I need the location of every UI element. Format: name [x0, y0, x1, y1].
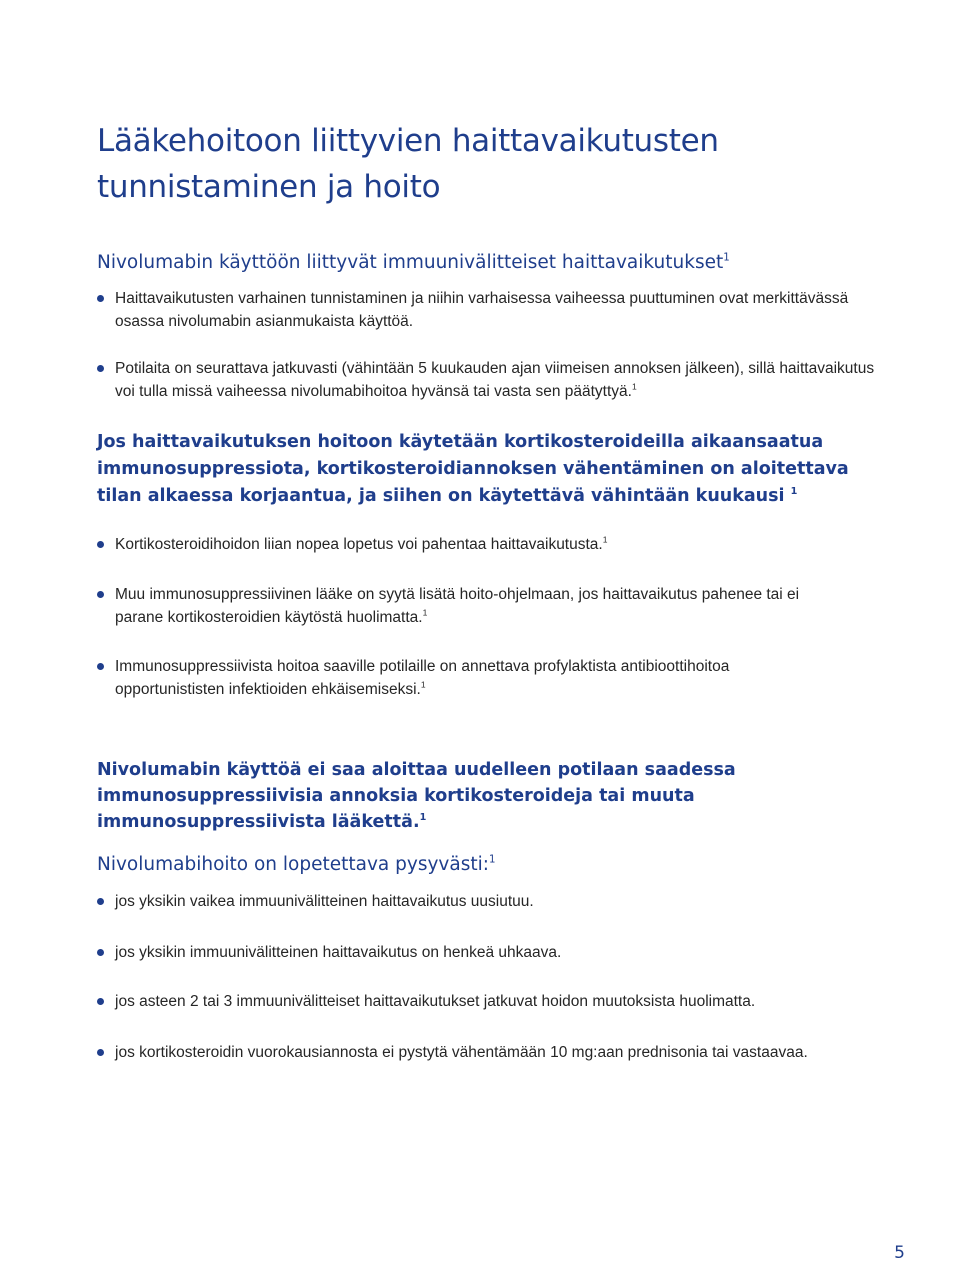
bullet-icon — [97, 541, 104, 548]
section-heading-immune-adverse-effects — [97, 250, 730, 275]
section-heading-permanent-discontinuation — [97, 852, 495, 877]
list-item-text: Muu immunosuppressiivinen lääke on syytä lisätä hoito-ohjelmaan, jos haittavaikutus pahenee tai ei parane kortikosteroidien käytöstä huolimatta.$^1$ — [115, 586, 800, 626]
page-title: Lääkehoitoon liittyvien haittavaikutusten tunnistaminen ja hoito — [97, 123, 719, 205]
list-item-text: jos asteen 2 tai 3 immuunivälitteiset haittavaikutukset jatkuvat hoidon muutoksista huolimatta. — [115, 993, 756, 1010]
bullet-icon — [97, 949, 104, 956]
list-item-text: jos yksikin immuunivälitteinen haittavaikutus on henkeä uhkaava. — [115, 944, 562, 961]
list-item-text: jos yksikin vaikea immuunivälitteinen haittavaikutus uusiutuu. — [115, 893, 534, 910]
list-item-text: Haittavaikutusten varhainen tunnistaminen ja niihin varhaisessa vaiheessa puuttuminen ovat merkittävässä osassa nivolumabin asianmukaista käyttöä. — [115, 290, 849, 330]
reference-marker: 1 — [419, 811, 427, 823]
list-item — [97, 941, 877, 964]
reference-marker: 1 — [420, 679, 426, 690]
list-item-text: Immunosuppressiivista hoitoa saaville potilaille on annettava profylaktista antibioottihoitoa opportunististen infektioiden ehkäisemiseksi.$^1$ — [115, 658, 730, 698]
list-item — [97, 533, 877, 556]
section-heading-text: Nivolumabin käyttöä ei saa aloittaa uudelleen potilaan saadessa immunosuppressiivisia annoksia kortikosteroideja tai muuta immunosuppressiivista lääkettä. — [97, 760, 736, 832]
section-heading-corticosteroid-tapering — [97, 429, 857, 510]
bullet-icon — [97, 998, 104, 1005]
section-heading-no-restart — [97, 757, 857, 835]
list-item — [97, 1041, 817, 1064]
list-item — [97, 583, 837, 629]
bullet-icon — [97, 591, 104, 598]
reference-marker: 1 — [790, 485, 798, 497]
reference-marker: 1 — [488, 854, 496, 866]
list-item-text: Kortikosteroidihoidon liian nopea lopetus voi pahentaa haittavaikutusta.$^1$ — [115, 534, 608, 553]
bullet-icon — [97, 1049, 104, 1056]
list-item — [97, 287, 857, 333]
bullet-icon — [97, 365, 104, 372]
reference-marker: 1 — [422, 607, 428, 618]
reference-marker: 1 — [723, 252, 730, 264]
bullet-icon — [97, 295, 104, 302]
bullet-icon — [97, 898, 104, 905]
list-item — [97, 990, 897, 1013]
list-item — [97, 655, 837, 701]
list-item — [97, 357, 877, 403]
section-heading-text: Nivolumabin käyttöön liittyvät immuunivälitteiset haittavaikutukset — [97, 252, 724, 273]
section-heading-text: Jos haittavaikutuksen hoitoon käytetään kortikosteroideilla aikaansaatua immunosuppressiota, kortikosteroidiannoksen vähentäminen on aloitettava tilan alkaessa korjaantua, ja siihen on käytettävä vähintään kuukausi — [97, 432, 849, 506]
bullet-icon — [97, 663, 104, 670]
section-heading-text: Nivolumabihoito on lopetettava pysyvästi: — [97, 854, 489, 875]
reference-marker: 1 — [631, 381, 637, 392]
reference-marker: 1 — [602, 534, 608, 545]
page-number: 5 — [894, 1243, 905, 1263]
list-item-text: jos kortikosteroidin vuorokausiannosta ei pystytä vähentämään 10 mg:aan prednisonia tai vastaavaa. — [115, 1044, 808, 1061]
list-item-text: Potilaita on seurattava jatkuvasti (vähintään 5 kuukauden ajan viimeisen annoksen jälkeen), sillä haittavaikutus voi tulla missä vaiheessa nivolumabihoitoa hyvänsä tai vasta sen päätyttyä.$^1$ — [115, 360, 875, 400]
list-item — [97, 890, 877, 913]
